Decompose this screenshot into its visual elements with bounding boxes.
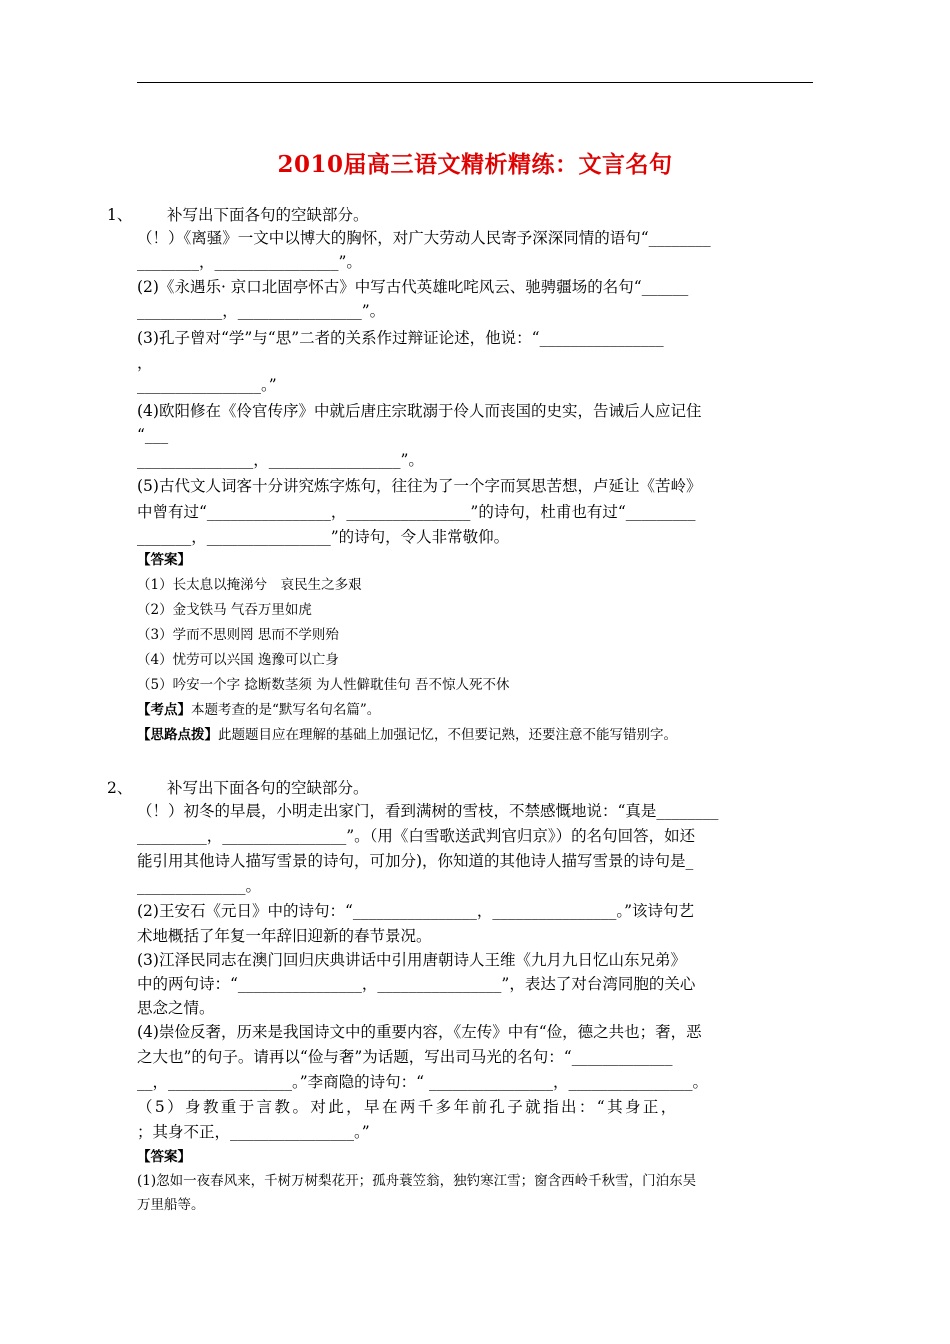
page-title: 2010届高三语文精析精练：文言名句 [277, 151, 673, 178]
q1-kaodian: 【考点】本题考查的是“默写名句名篇”。 [137, 702, 381, 718]
q1-line: “___ [137, 426, 169, 444]
q1-answer-item: （5）吟安一个字 捻断数茎须 为人性僻耽佳句 吾不惊人死不休 [137, 677, 510, 693]
q1-line: _______________，_________________”。 [137, 451, 424, 469]
q1-line: （！）《离骚》一文中以博大的胸怀，对广大劳动人民寄予深深同情的语句“________ [137, 229, 711, 247]
q2-answer-label: 【答案】 [137, 1149, 191, 1165]
q1-line: ________________。” [137, 376, 277, 394]
q1-answer-item: （3）学而不思则罔 思而不学则殆 [137, 627, 339, 643]
q1-line: ________，________________”。 [137, 253, 362, 271]
header-rule [137, 82, 813, 83]
q1-silu: 【思路点拨】此题题目应在理解的基础上加强记忆，不但要记熟，还要注意不能写错别字。 [137, 727, 677, 743]
q2-answer-item: (1)忽如一夜春风来，千树万树梨花开；孤舟蓑笠翁，独钓寒江雪；窗含西岭千秋雪，门泊东吴 [137, 1173, 697, 1189]
q2-line: (3)江泽民同志在澳门回归庆典讲话中引用唐朝诗人王维《九月九日忆山东兄弟》 [137, 951, 686, 969]
q2-line: ______________。 [137, 877, 262, 895]
q1-line: _______，________________”的诗句，令人非常敬仰。 [137, 528, 510, 546]
q1-line: ， [137, 354, 153, 372]
question-1-number: 1、 [107, 206, 133, 224]
q2-line: 之大也”的句子。请再以“俭与奢”为话题，写出司马光的名句：“_____________ [137, 1048, 673, 1066]
q2-line: 思念之情。 [137, 999, 215, 1017]
question-2-number: 2、 [107, 779, 133, 797]
q2-answer-item: 万里船等。 [137, 1197, 205, 1213]
question-2-heading: 补写出下面各句的空缺部分。 [167, 779, 369, 797]
q1-line: 中曾有过“________________，________________”的诗句，杜甫也有过“_________ [137, 503, 696, 521]
q1-line: (2)《永遇乐· 京口北固亭怀古》中写古代英雄叱咤风云、驰骋疆场的名句“______ [137, 278, 689, 296]
q2-line: 中的两句诗：“________________，________________”，表达了对台湾同胞的关心 [137, 975, 696, 993]
q2-line: (2)王安石《元日》中的诗句：“________________，________________。”该诗句艺 [137, 902, 695, 920]
q1-answer-item: （2）金戈铁马 气吞万里如虎 [137, 602, 312, 618]
q2-line: 术地概括了年复一年辞旧迎新的春节景况。 [137, 927, 432, 945]
q1-line: ___________，________________”。 [137, 302, 386, 320]
q1-answer-label: 【答案】 [137, 552, 191, 568]
q2-line: __，________________。”李商隐的诗句：“ ________________，________________。 [137, 1073, 709, 1091]
q2-line: _________，________________”。（用《白雪歌送武判官归京》）的名句回答，如还 [137, 827, 696, 845]
q2-line: ；其身不正，________________。” [137, 1123, 370, 1141]
q1-answer-item: （1）长太息以掩涕兮 哀民生之多艰 [137, 577, 362, 593]
q2-line: （！）初冬的早晨，小明走出家门，看到满树的雪枝，不禁感慨地说：“真是________ [137, 802, 719, 820]
q2-line: 能引用其他诗人描写雪景的诗句，可加分)，你知道的其他诗人描写雪景的诗句是_ [137, 852, 694, 870]
q1-answer-item: （4）忧劳可以兴国 逸豫可以亡身 [137, 652, 339, 668]
question-1-heading: 补写出下面各句的空缺部分。 [167, 206, 369, 224]
q2-line: （5）身教重于言教。对此，早在两千多年前孔子就指出：“其身正， [137, 1098, 679, 1116]
q1-line: (3)孔子曾对“学”与“思”二者的关系作过辩证论述，他说：“________________ [137, 329, 664, 347]
q1-line: (5)古代文人词客十分讲究炼字炼句，往往为了一个字而冥思苦想，卢延让《苦岭》 [137, 477, 702, 495]
q2-line: (4)崇俭反奢，历来是我国诗文中的重要内容，《左传》中有“俭，德之共也；奢，恶 [137, 1023, 702, 1041]
q1-line: (4)欧阳修在《伶官传序》中就后唐庄宗耽溺于伶人而丧国的史实，告诫后人应记住 [137, 402, 702, 420]
